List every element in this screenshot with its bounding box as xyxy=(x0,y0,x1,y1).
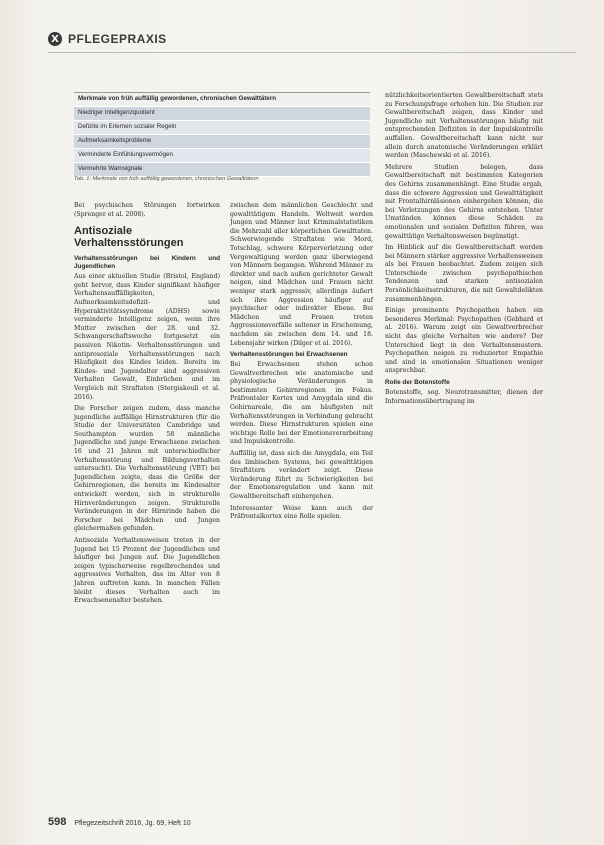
table-row: Vermehrte Warnsignale xyxy=(74,163,370,177)
section-title: PFLEGEPRAXIS xyxy=(68,32,167,46)
page-footer xyxy=(48,816,191,828)
article-heading: Antisoziale Verhaltensstörungen xyxy=(74,225,184,250)
paragraph: Bei Erwachsenen stehen schon Gewaltverbrechen wie anatomische und physiologische Veränderungen in bestimmten Gehirnregionen im Fokus. Präfrontaler Kortex und Amygdala sind die Gehirnareale, die am häufigsten mit Verhaltensstörungen in Verbindung gebracht werden. Diese Hirnstrukturen spielen eine wichtige Rolle bei der Emotionsverarbeitung und Impulskontrolle. xyxy=(230,361,373,446)
page-number: 598 xyxy=(48,816,67,828)
paragraph: Die Forscher zeigen zudem, dass manche jugendliche auffällige Hirnstrukturen (für die Studie der Universitäten Cambridge und Southampton wurden 58 männliche Jugendliche und junge Erwachsene zwischen 16 und 21 Jahren mit unterschiedlicher Verhaltensstörung und Bildungsverhalten untersucht). Die Verhaltensstörung (VBT) bei Jugendlichen zeigte, dass die Größe der Gehirnregionen, die bereits im Kindesalter entwickelt werden, sich in strukturelle Hirnveränderungen zeigen. Strukturelle Veränderungen in der Hirnrinde haben die Forscher bei Mädchen und Jungen gleichermaßen gefunden. xyxy=(74,405,220,533)
paragraph: Aus einer aktuellen Studie (Bristol, England) geht hervor, dass Kinder signifikant häufiger Verhaltensauffälligkeiten, Aufmerksamkeitsdefizit- und Hyperaktivitätssyndrome (ADHS) sowie verminderte Intelligenz zeigen, wenn ihre Mutter zwischen der 28. und 32. Schwangerschaftswoche fortgesetzt ein passiven Nikotin- Verhaltensstörungen und antiprosoziale Verhaltensstörungen nach Häufigkeit des Kindes leiden. Bereits im Kindes- und Jugendalter sind aggressiven Verhalten Gewalt, Einbrüchen und im Vergleich mit Straftaten (Stergiakouli et al. 2016). xyxy=(74,273,220,401)
header xyxy=(48,32,167,46)
paragraph: Antisoziale Verhaltensweisen treten in der Jugend bei 15 Prozent der Jugendlichen und häufiger bei Jungen auf. Die Jugendlichen zeigen typischerweise regelbrechendes und aggressives Verhalten, das im Alter von 8 Jahren auftreten kann. In manchen Fällen bleibt dieses Verhalten auch im Erwachsenenalter bestehen. xyxy=(74,537,220,605)
table-row: Niedriger Intelligenzquotient xyxy=(74,107,370,121)
paragraph: nützlichkeitsorientierten Gewaltbereitschaft stets zu Forschungsfrage erhoben hin. Die Studien zur Gewaltbereitschaft zeigen, dass Kinder und Jugendliche mit Verhaltensstörungen häufig mit entsprechenden Defiziten in der Impulskontrolle auffallen. Gewaltbereitschaft kann nicht nur allein durch anatomische Veränderungen erklärt werden (Maschewski et al. 2016). xyxy=(385,92,543,160)
paragraph: Einige prominente Psychopathen haben ein besonderes Merkmal: Psychopathen (Gebhard et al. 2016). Warum zeigt ein Gewaltverbrecher nicht das gleiche Verhalten wie andere? Der Unterschied liegt in den Verhaltensmustern. Psychopathen neigen zu reduzierter Empathie und sind in emotionalen Situationen weniger ansprechbar. xyxy=(385,307,543,375)
paragraph: zwischen dem männlichen Geschlecht und gewalttätigem Handeln. Weltweit werden Jungen und Männer laut Kriminalstatistiken die Mehrzahl aller körperlichen Gewalttaten. Schwerwiegende Straftaten wie Mord, Totschlag, schwere Körperverletzung oder Vergewaltigung werden ganz überwiegend von Männern begangen. Während Männer zu direkter und nach außen gerichteter Gewalt neigen, sind Mädchen und Frauen nicht weniger stark aggressiv, allerdings äußert sich ihre Aggression häufiger auf psychischer oder indirekter Ebene. Bei Mädchen und Frauen treten Aggressionsvorfälle seltener in Erscheinung, nachdem sie zwischen dem 14. und 18. Lebensjahr wirken (Dilger et al. 2016). xyxy=(230,202,373,347)
table-title: Merkmale von früh auffällig gewordenen, chronischen Gewalttätern xyxy=(74,92,370,107)
column-left xyxy=(74,202,220,609)
paragraph: Mehrere Studien belegen, dass Gewaltbereitschaft mit bestimmten Kategorien des Gehirns zusammenhängt. Eine Studie ergab, dass die schwere Aggression und Gewalttätigkeit mit Frontalhirnläsionen einhergehen können, die bei Verletzungen des Gehirns entstehen. Unter Umständen können diese Schäden zu emotionalen und sozialen Defiziten führen, was gewalttätige Verhaltensweisen begünstigt. xyxy=(385,163,543,240)
table-row: Verminderte Einfühlungsvermögen xyxy=(74,149,370,163)
lead-text: Bei psychischen Störungen fortwirken (Sprenger et al. 2008). xyxy=(74,202,220,218)
header-rule xyxy=(48,52,576,53)
column-middle xyxy=(230,202,373,525)
column-right xyxy=(385,92,543,409)
paragraph: Interessanter Weise kann auch der Präfrontalkortex eine Rolle spielen. xyxy=(230,504,373,521)
journal-logo-icon: X xyxy=(48,32,62,46)
journal-citation: Pflegezeitschrift 2016, Jg. 69, Heft 10 xyxy=(74,820,191,827)
table-caption: Tab. 1: Merkmale von früh auffällig gewordenen, chronischen Gewalttätern xyxy=(74,176,259,182)
table-row: Defizite im Erlernen sozialer Regeln xyxy=(74,121,370,135)
paragraph: Auffällig ist, dass sich die Amygdala, ein Teil des limbischen Systems, bei gewalttätigen Straftätern verändert zeigt. Diese Veränderung führt zu Schwierigkeiten bei der Emotionsregulation und kann mit Gewaltbereitschaft einhergehen. xyxy=(230,450,373,500)
paragraph: Botenstoffe, sog. Neurotransmitter, dienen der Informationsübertragung im xyxy=(385,389,543,405)
subheading: Verhaltensstörungen bei Erwachsenen xyxy=(230,351,348,359)
subheading: Verhaltensstörungen bei Kindern und Jugendlichen xyxy=(74,255,220,271)
paragraph: Im Hinblick auf die Gewaltbereitschaft werden bei Männern stärker aggressive Verhaltensweisen als bei Frauen beobachtet. Zudem zeigen sich Unterschiede zwischen psychopathischen Tendenzen und starken antisozialen Persönlichkeitsstrukturen, die mit Gewaltdelikten zusammenhängen. xyxy=(385,244,543,303)
subheading: Rolle der Botenstoffe xyxy=(385,379,450,386)
table-row: Aufmerksamkeitsprobleme xyxy=(74,135,370,149)
info-table xyxy=(74,92,370,177)
